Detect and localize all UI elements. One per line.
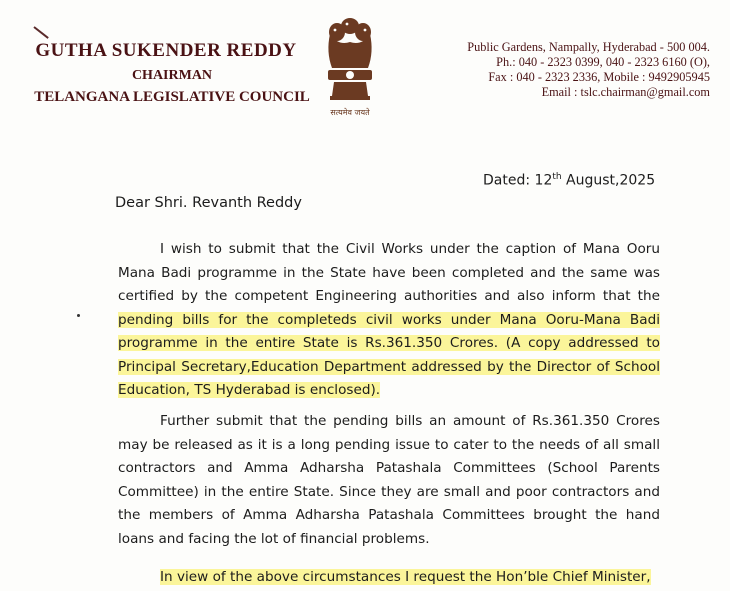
sender-designation: CHAIRMAN — [131, 68, 213, 83]
fax-mobile-line: Fax : 040 - 2323 2336, Mobile : 9492905945 — [488, 70, 710, 84]
state-emblem-icon — [318, 12, 382, 122]
salutation: Dear Shri. Revanth Reddy — [115, 195, 302, 211]
date-day: 12 — [534, 172, 553, 189]
emblem-caption: सत्यमेव जयते — [330, 108, 370, 117]
paragraph-1-text: I wish to submit that the Civil Works under the caption of Mana Ooru Mana Badi programme in the State have been completed and the same was certified by the competent Engineering authorities and also inform that the — [118, 241, 660, 304]
address-line: Public Gardens, Nampally, Hyderabad - 500 004. — [467, 40, 710, 54]
sender-name: GUTHA SUKENDER REDDY — [35, 40, 297, 61]
paragraph-1 — [118, 238, 660, 403]
corner-mark — [33, 26, 48, 39]
paragraph-1-highlight: pending bills for the completeds civil works under Mana Ooru-Mana Badi programme in the entire State is Rs.361.350 Crores. (A copy addressed to Principal Secretary,Education Department addressed by the Director of School Education, TS Hyderabad is enclosed). — [118, 311, 660, 398]
date-month-year: August,2025 — [566, 172, 656, 189]
paragraph-3-highlight: In view of the above circumstances I request the Hon’ble Chief Minister, — [160, 569, 651, 585]
paragraph-2 — [118, 410, 660, 551]
paragraph-3 — [118, 566, 660, 590]
letterhead-sender — [32, 40, 312, 106]
paragraph-2-text: Further submit that the pending bills an amount of Rs.361.350 Crores may be released as it is a long pending issue to cater to the needs of all small contractors and Amma Adharsha Patashala Committees (School Parents Committee) in the entire State. Since they are small and poor contractors and the members of Amma Adharsha Patashala Committees brought the hand loans and facing the lot of financial problems. — [118, 413, 660, 547]
sender-organization: TELANGANA LEGISLATIVE COUNCIL — [34, 89, 310, 105]
date-label: Dated: — [483, 172, 531, 189]
phone-line: Ph.: 040 - 2323 0399, 040 - 2323 6160 (O), — [496, 55, 710, 69]
stray-mark — [77, 314, 80, 317]
date-suffix: th — [552, 172, 562, 182]
email-line: Email : tslc.chairman@gmail.com — [541, 85, 710, 99]
letter-date — [483, 172, 655, 189]
letterhead-contact — [410, 40, 710, 100]
